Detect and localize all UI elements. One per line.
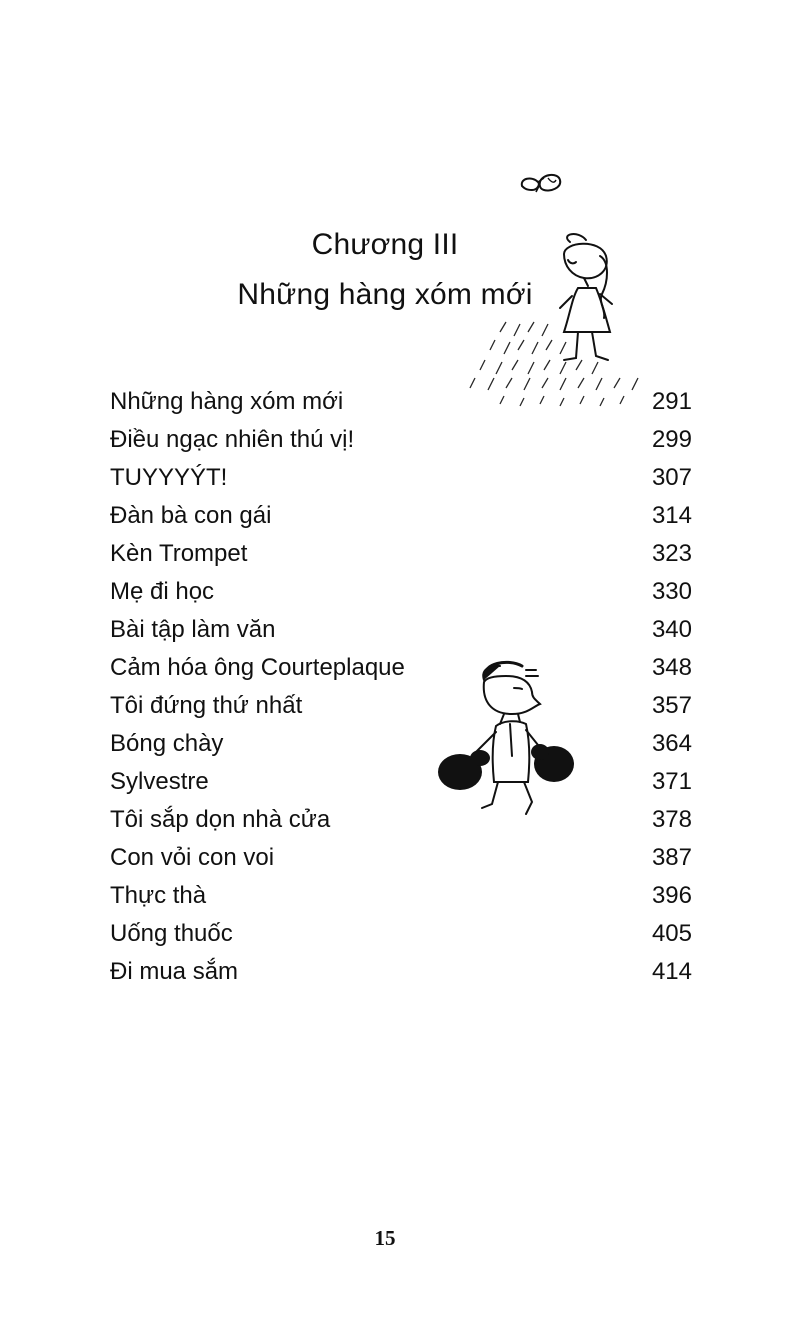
toc-entry-title: Đi mua sắm (110, 958, 239, 985)
toc-entry-title: Con vỏi con voi (110, 844, 275, 871)
toc-entry (110, 801, 692, 839)
toc-entry (110, 877, 692, 915)
toc-entry (110, 497, 692, 535)
chapter-title: Những hàng xóm mới (237, 278, 533, 311)
toc-entry-title: Mẹ đi học (110, 578, 215, 605)
toc-entry (110, 383, 692, 421)
toc-entry-title: Những hàng xóm mới (110, 388, 344, 415)
toc-entry-page: 364 (651, 730, 692, 757)
toc-entry-title: Kèn Trompet (110, 540, 248, 567)
toc-entry-page: 323 (651, 540, 692, 567)
toc-entry-page: 348 (651, 654, 692, 681)
toc-entry-page: 371 (651, 768, 692, 795)
toc-entry (110, 535, 692, 573)
toc-entry-page: 357 (651, 692, 692, 719)
toc-entry-page: 307 (651, 464, 692, 491)
toc-entry-title: Tôi đứng thứ nhất (110, 692, 303, 719)
toc-entry-title: Bóng chày (110, 730, 224, 757)
toc-entry (110, 839, 692, 877)
table-of-contents (110, 383, 692, 991)
toc-entry-title: Điều ngạc nhiên thú vị! (110, 426, 355, 453)
toc-entry (110, 421, 692, 459)
page-number: 15 (374, 1226, 396, 1250)
toc-entry-page: 340 (651, 616, 692, 643)
toc-entry-page: 330 (651, 578, 692, 605)
toc-entry-page: 405 (651, 920, 692, 947)
toc-entry-title: Uống thuốc (110, 920, 233, 947)
toc-entry-page: 387 (651, 844, 692, 871)
toc-entry (110, 763, 692, 801)
toc-entry-page: 299 (651, 426, 692, 453)
toc-entry-title: Sylvestre (110, 768, 209, 795)
toc-entry-title: Tôi sắp dọn nhà cửa (110, 806, 331, 833)
toc-entry (110, 573, 692, 611)
boxer-boy-illustration (436, 658, 581, 820)
toc-entry-title: Cảm hóa ông Courteplaque (110, 654, 405, 681)
toc-entry-title: Đàn bà con gái (110, 502, 272, 529)
toc-entry-title: TUYYYÝT! (110, 464, 228, 491)
toc-entry-title: Bài tập làm văn (110, 616, 276, 643)
toc-entry (110, 725, 692, 763)
toc-entry-page: 291 (651, 388, 692, 415)
chapter-number: Chương III (311, 228, 459, 261)
toc-entry (110, 649, 692, 687)
butterfly-icon (518, 170, 564, 194)
toc-entry-page: 378 (651, 806, 692, 833)
toc-entry-page: 314 (651, 502, 692, 529)
toc-entry (110, 611, 692, 649)
toc-entry (110, 915, 692, 953)
toc-entry-page: 414 (651, 958, 692, 985)
toc-entry (110, 459, 692, 497)
toc-entry-title: Thực thà (110, 882, 207, 909)
toc-entry-page: 396 (651, 882, 692, 909)
toc-entry (110, 953, 692, 991)
toc-entry (110, 687, 692, 725)
